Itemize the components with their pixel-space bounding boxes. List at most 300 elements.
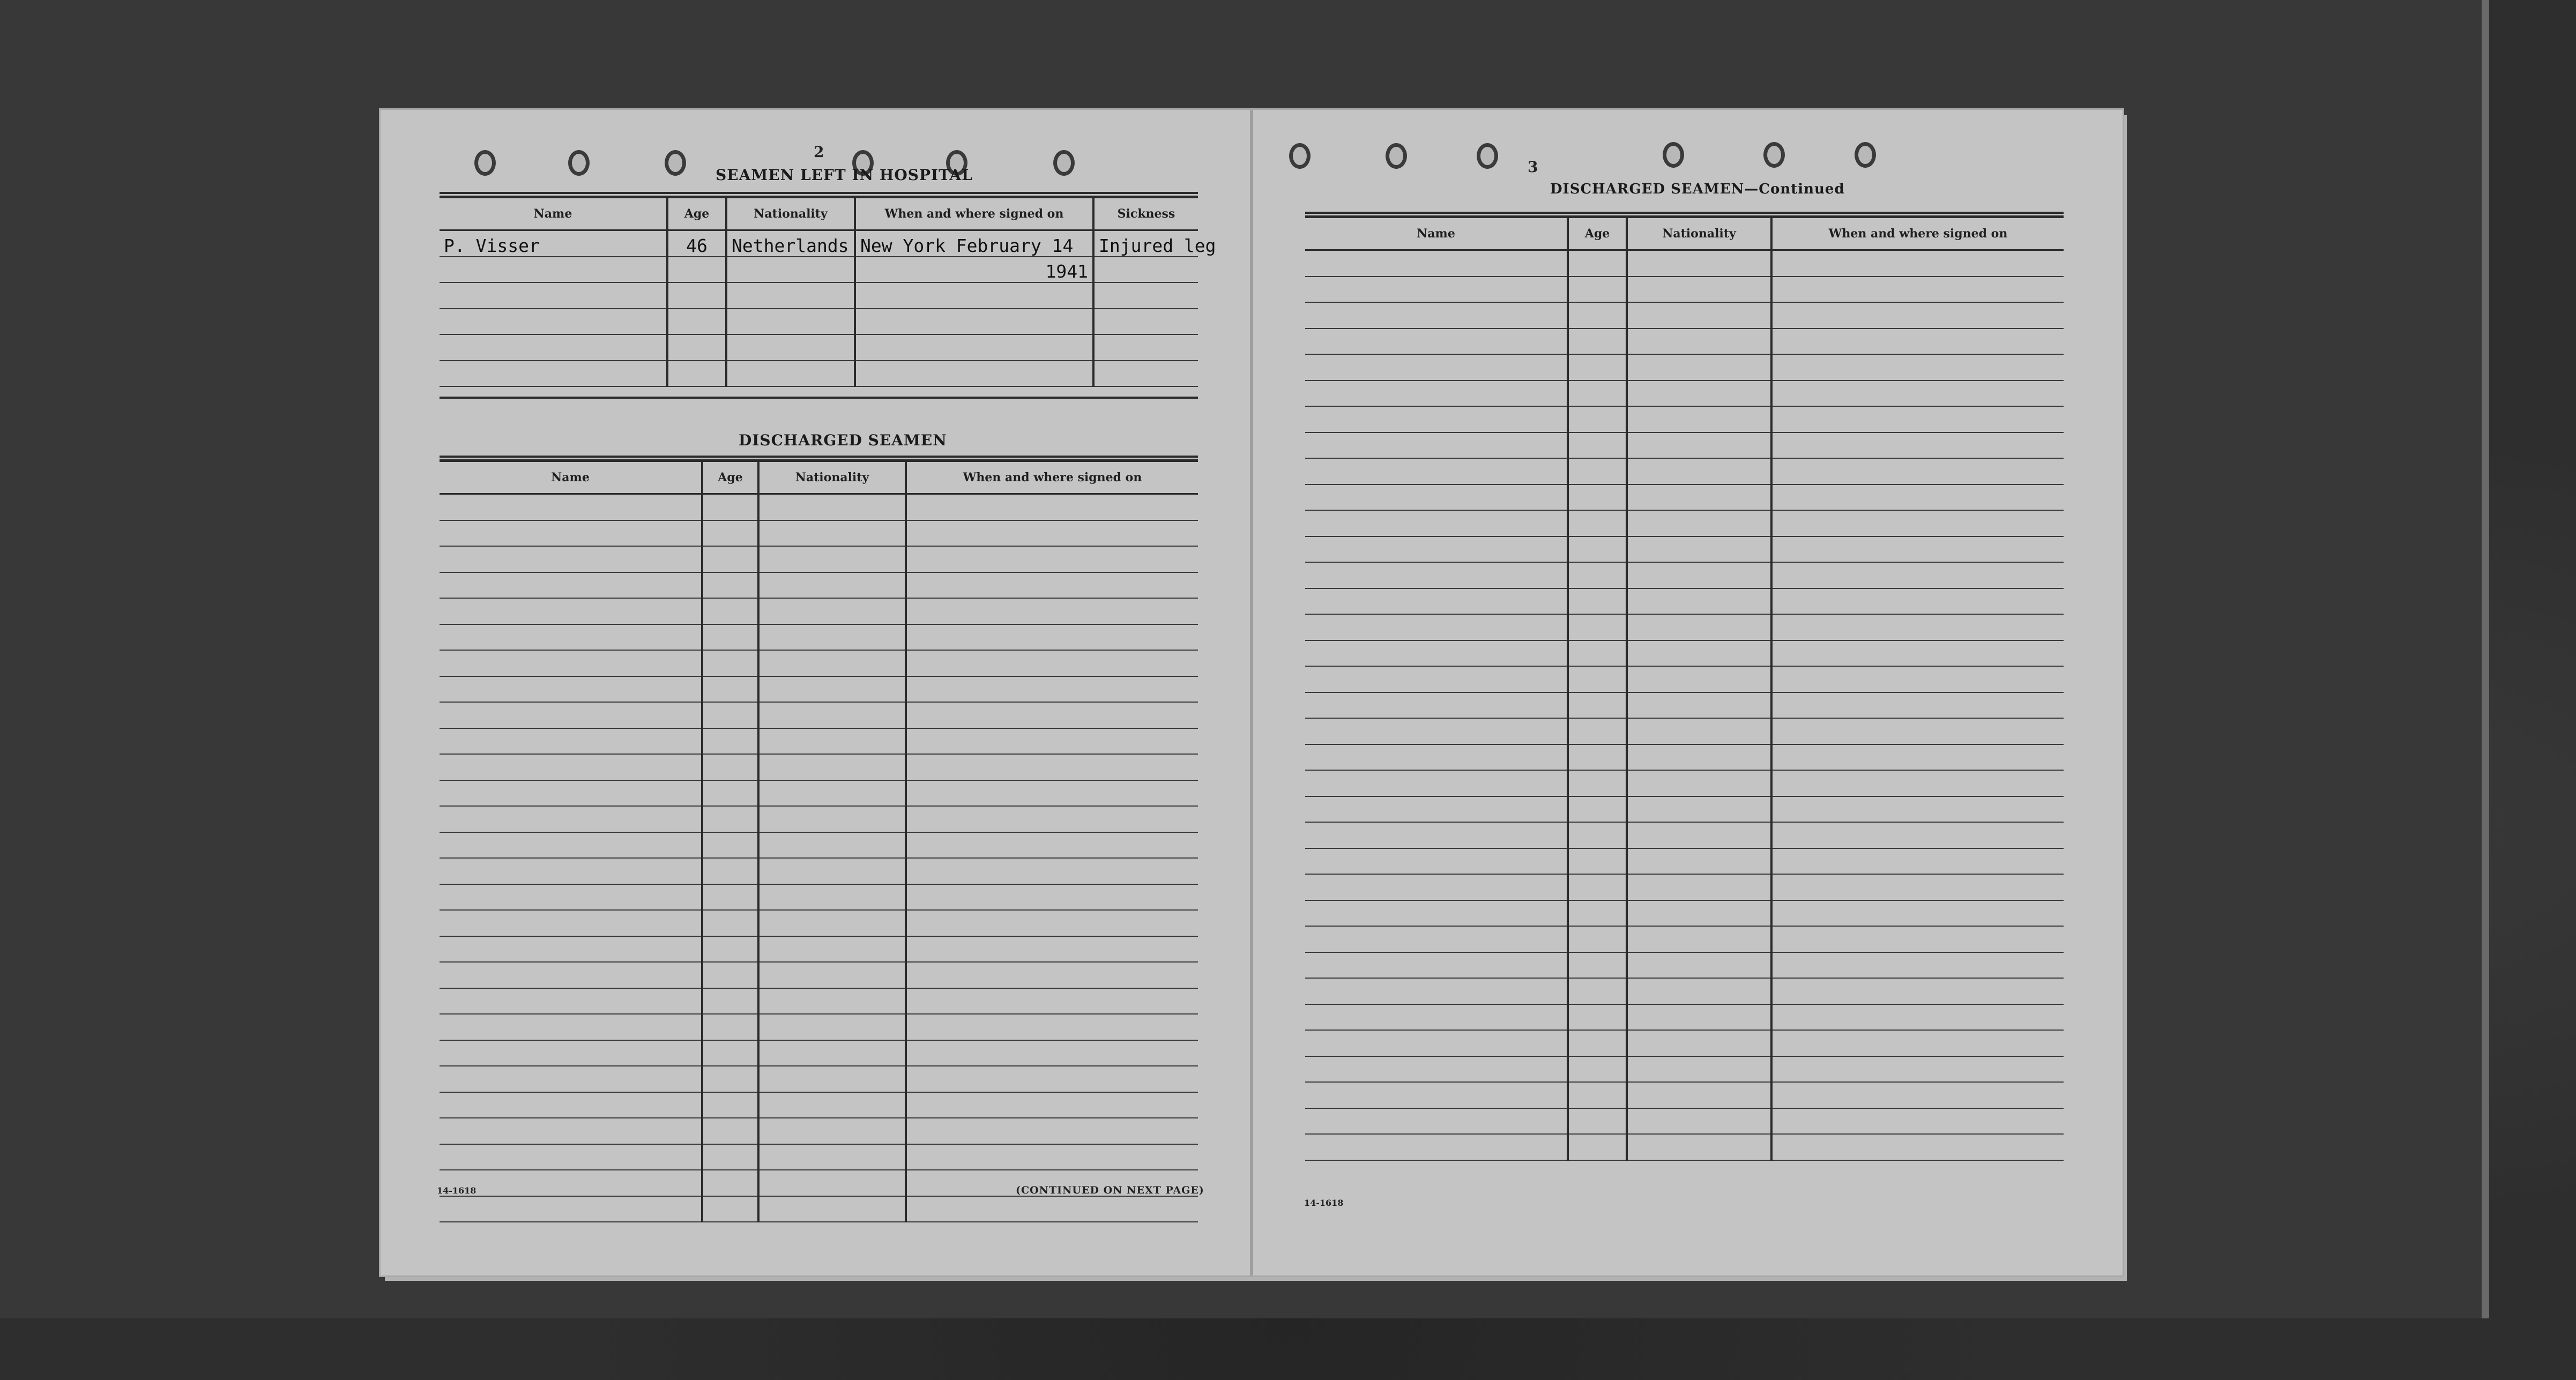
table-row (440, 1144, 1198, 1170)
ledger-cell (440, 546, 702, 572)
ledger-cell (1627, 329, 1771, 355)
hospital-table (440, 196, 1216, 387)
table-row (1305, 1004, 2064, 1031)
table-row (1305, 796, 2064, 823)
ledger-cell (1093, 309, 1198, 335)
ledger-cell (855, 361, 1093, 387)
ledger-cell (702, 1118, 758, 1144)
ledger-cell (702, 572, 758, 599)
ledger-cell (758, 1040, 906, 1066)
table-row (1305, 381, 2064, 407)
ledger-cell (702, 1014, 758, 1040)
table-row (1305, 1108, 2064, 1135)
ledger-cell (702, 1092, 758, 1118)
table-row (1305, 354, 2064, 381)
ledger-cell (1305, 329, 1568, 355)
ledger-cell (1771, 406, 2064, 432)
ledger-cell (1305, 822, 1568, 848)
ledger-cell (1627, 666, 1771, 692)
ledger-cell (702, 910, 758, 936)
ledger-cell (1568, 1134, 1627, 1160)
ledger-cell (906, 520, 1198, 547)
ledger-cell (1305, 900, 1568, 927)
table-row (1305, 250, 2064, 277)
table-row (1305, 484, 2064, 511)
binder-hole (1289, 143, 1311, 169)
ledger-cell (440, 676, 702, 703)
table-row (440, 910, 1198, 936)
table-row (440, 650, 1198, 676)
ledger-cell (906, 702, 1198, 728)
ledger-cell (702, 754, 758, 780)
left-page (381, 110, 1252, 1275)
ledger-cell (1771, 536, 2064, 563)
ledger-cell (667, 334, 726, 361)
ledger-cell (440, 962, 702, 988)
ledger-cell (1568, 848, 1627, 875)
column-header-signed-on: When and where signed on (1771, 217, 2064, 250)
ledger-cell (758, 1014, 906, 1040)
ledger-cell (1305, 640, 1568, 667)
ledger-cell (440, 624, 702, 651)
ledger-cell (758, 936, 906, 963)
ledger-cell (1305, 848, 1568, 875)
table-row (1305, 952, 2064, 979)
section-rule (440, 456, 1198, 458)
table-row (440, 754, 1198, 780)
ledger-cell (702, 1066, 758, 1092)
seaman-age: 46 (667, 230, 726, 257)
ledger-cell (702, 676, 758, 703)
table-row (1305, 562, 2064, 588)
ledger-cell (1627, 1056, 1771, 1083)
seaman-sickness: Injured leg (1093, 230, 1198, 257)
table-row (1305, 1030, 2064, 1056)
ledger-cell (1305, 406, 1568, 432)
ledger-cell (1627, 536, 1771, 563)
table-row (440, 988, 1198, 1015)
ledger-cell (855, 282, 1093, 309)
ledger-cell (440, 309, 667, 335)
ledger-cell (906, 676, 1198, 703)
ledger-cell (1627, 614, 1771, 640)
table-row (440, 1118, 1198, 1144)
ledger-cell (906, 962, 1198, 988)
ledger-cell (702, 650, 758, 676)
table-row (1305, 666, 2064, 692)
ledger-cell (758, 676, 906, 703)
ledger-cell (1305, 744, 1568, 771)
ledger-cell (1305, 614, 1568, 640)
ledger-cell (1627, 1134, 1771, 1160)
ledger-cell (1305, 510, 1568, 536)
ledger-cell (1771, 1082, 2064, 1108)
ledger-cell (702, 1040, 758, 1066)
table-row (440, 728, 1198, 755)
ledger-cell (1305, 588, 1568, 615)
table-row (440, 624, 1198, 651)
ledger-cell (758, 1092, 906, 1118)
ledger-cell (758, 754, 906, 780)
seaman-name: P. Visser (440, 230, 667, 257)
ledger-cell (1568, 744, 1627, 771)
column-header-nationality: Nationality (758, 461, 906, 494)
ledger-cell (1568, 250, 1627, 277)
ledger-cell (1305, 1108, 1568, 1135)
column-header-nationality: Nationality (726, 197, 855, 230)
ledger-cell (1771, 510, 2064, 536)
ledger-cell (1627, 1004, 1771, 1031)
table-row (440, 806, 1198, 832)
ledger-cell (1568, 978, 1627, 1004)
ledger-cell (906, 1118, 1198, 1144)
ledger-cell (758, 884, 906, 911)
ledger-cell (1568, 666, 1627, 692)
ledger-cell (855, 309, 1093, 335)
ledger-cell (1771, 484, 2064, 511)
ledger-cell (1568, 510, 1627, 536)
ledger-cell (1771, 458, 2064, 484)
ledger-cell (702, 988, 758, 1015)
table-row (440, 676, 1198, 703)
ledger-cell (702, 546, 758, 572)
table-row (1305, 692, 2064, 719)
ledger-cell (1627, 744, 1771, 771)
ledger-cell (702, 624, 758, 651)
page-number: 3 (1528, 158, 1538, 176)
ledger-cell (1305, 718, 1568, 744)
table-row (1305, 1134, 2064, 1160)
right-page (1252, 110, 2123, 1275)
ledger-cell (758, 624, 906, 651)
ledger-cell (758, 572, 906, 599)
ledger-cell (758, 962, 906, 988)
ledger-cell (906, 1092, 1198, 1118)
ledger-cell (1305, 926, 1568, 952)
ledger-cell (1305, 692, 1568, 719)
ledger-cell (1771, 354, 2064, 381)
ledger-cell (1771, 562, 2064, 588)
ledger-cell (440, 728, 702, 755)
ledger-cell (440, 936, 702, 963)
ledger-cell (758, 520, 906, 547)
table-row (440, 832, 1198, 859)
ledger-cell (758, 650, 906, 676)
table-row (440, 1066, 1198, 1092)
section-rule (1305, 212, 2064, 214)
ledger-cell (906, 884, 1198, 911)
ledger-cell (1305, 1004, 1568, 1031)
ledger-cell (440, 1118, 702, 1144)
ledger-cell (1771, 666, 2064, 692)
table-row (440, 572, 1198, 599)
ledger-cell (758, 728, 906, 755)
ledger-cell (758, 1118, 906, 1144)
table-row (1305, 822, 2064, 848)
ledger-cell (440, 494, 702, 520)
column-header-name: Name (440, 197, 667, 230)
ledger-cell (1305, 536, 1568, 563)
table-row (1305, 874, 2064, 900)
table-row (440, 546, 1198, 572)
ledger-cell (906, 1066, 1198, 1092)
ledger-cell (1627, 458, 1771, 484)
ledger-cell (1305, 1082, 1568, 1108)
column-header-sickness: Sickness (1093, 197, 1198, 230)
binder-hole (1386, 143, 1407, 169)
ledger-cell (1771, 848, 2064, 875)
column-header-signed-on: When and where signed on (906, 461, 1198, 494)
ledger-cell (726, 309, 855, 335)
table-row (440, 598, 1198, 624)
ledger-cell (1305, 432, 1568, 459)
ledger-cell (1568, 588, 1627, 615)
ledger-cell (1568, 926, 1627, 952)
ledger-cell (1627, 718, 1771, 744)
ledger-cell (1771, 952, 2064, 979)
ledger-cell (440, 884, 702, 911)
ledger-cell (1771, 250, 2064, 277)
ledger-cell (1568, 302, 1627, 329)
ledger-cell (1627, 796, 1771, 823)
ledger-cell (1627, 484, 1771, 511)
table-row (440, 1040, 1198, 1066)
ledger-cell (906, 598, 1198, 624)
ledger-cell (758, 832, 906, 859)
table-row (440, 936, 1198, 963)
ledger-cell (1627, 1030, 1771, 1056)
ledger-cell (1771, 692, 2064, 719)
ledger-cell (1305, 770, 1568, 796)
ledger-cell (855, 334, 1093, 361)
column-header-nationality: Nationality (1627, 217, 1771, 250)
ledger-cell (1627, 302, 1771, 329)
ledger-cell (1568, 822, 1627, 848)
ledger-cell (758, 858, 906, 884)
ledger-cell (1568, 614, 1627, 640)
page-number: 2 (814, 143, 824, 161)
table-row (440, 858, 1198, 884)
table-row (440, 361, 1198, 387)
column-header-age: Age (702, 461, 758, 494)
table-row (440, 257, 1198, 283)
binder-hole (665, 150, 686, 176)
ledger-cell (758, 1196, 906, 1222)
ledger-cell (1771, 822, 2064, 848)
ledger-cell (758, 1170, 906, 1196)
ledger-cell (1568, 484, 1627, 511)
ledger-cell (702, 936, 758, 963)
ledger-cell (1627, 848, 1771, 875)
table-row (1305, 588, 2064, 615)
ledger-cell (1568, 458, 1627, 484)
ledger-cell (1568, 432, 1627, 459)
table-row (440, 702, 1198, 728)
table-row (1305, 277, 2064, 303)
ledger-cell (758, 494, 906, 520)
continued-note: (CONTINUED ON NEXT PAGE) (1016, 1184, 1204, 1196)
column-header-signed-on: When and where signed on (855, 197, 1093, 230)
ledger-cell (1627, 692, 1771, 719)
ledger-cell (702, 962, 758, 988)
ledger-cell (440, 858, 702, 884)
table-row (1305, 458, 2064, 484)
ledger-cell (1771, 277, 2064, 303)
ledger-cell (1771, 640, 2064, 667)
ledger-cell (726, 361, 855, 387)
ledger-cell (906, 832, 1198, 859)
ledger-cell (906, 728, 1198, 755)
ledger-cell (1771, 329, 2064, 355)
ledger-cell (1093, 282, 1198, 309)
ledger-cell (758, 988, 906, 1015)
ledger-cell (906, 494, 1198, 520)
seaman-signed-on-year: 1941 (855, 257, 1093, 283)
ledger-cell (440, 702, 702, 728)
ledger-cell (1771, 874, 2064, 900)
ledger-cell (1568, 640, 1627, 667)
ledger-cell (1771, 302, 2064, 329)
ledger-cell (1627, 822, 1771, 848)
ledger-cell (1627, 1108, 1771, 1135)
ledger-cell (702, 598, 758, 624)
section-rule (440, 192, 1198, 194)
ledger-cell (1568, 1004, 1627, 1031)
ledger-cell (758, 910, 906, 936)
ledger-cell (440, 754, 702, 780)
table-row (440, 962, 1198, 988)
ledger-cell (1568, 354, 1627, 381)
ledger-cell (667, 361, 726, 387)
table-row (440, 1196, 1198, 1222)
ledger-cell (906, 936, 1198, 963)
ledger-cell (1627, 900, 1771, 927)
ledger-cell (702, 728, 758, 755)
table-row (440, 1014, 1198, 1040)
ledger-cell (1305, 1056, 1568, 1083)
ledger-cell (1568, 562, 1627, 588)
ledger-cell (1771, 770, 2064, 796)
ledger-cell (906, 754, 1198, 780)
ledger-cell (1568, 952, 1627, 979)
ledger-cell (702, 494, 758, 520)
ledger-cell (906, 1040, 1198, 1066)
ledger-cell (906, 650, 1198, 676)
ledger-cell (440, 598, 702, 624)
hospital-section-title: SEAMEN LEFT IN HOSPITAL (716, 166, 973, 184)
ledger-cell (1627, 1082, 1771, 1108)
ledger-cell (906, 780, 1198, 807)
ledger-cell (1568, 277, 1627, 303)
ledger-cell (1568, 874, 1627, 900)
ledger-cell (440, 572, 702, 599)
ledger-cell (702, 520, 758, 547)
ledger-cell (1305, 1134, 1568, 1160)
ledger-cell (1305, 796, 1568, 823)
table-row (1305, 744, 2064, 771)
ledger-cell (1568, 900, 1627, 927)
table-row (440, 334, 1198, 361)
table-row (1305, 640, 2064, 667)
ledger-cell (702, 1196, 758, 1222)
discharged-continued-table (1305, 215, 2064, 1161)
ledger-cell (440, 832, 702, 859)
ledger-cell (440, 988, 702, 1015)
binder-hole (1855, 142, 1876, 168)
ledger-cell (1627, 926, 1771, 952)
table-row (1305, 302, 2064, 329)
binder-hole (474, 150, 496, 176)
ledger-cell (758, 780, 906, 807)
binder-hole (1053, 150, 1075, 176)
ledger-cell (726, 334, 855, 361)
table-row (1305, 900, 2064, 927)
ledger-cell (1627, 354, 1771, 381)
ledger-cell (1568, 770, 1627, 796)
ledger-cell (440, 334, 667, 361)
table-row (1305, 329, 2064, 355)
ledger-cell (1568, 381, 1627, 407)
ledger-cell (1568, 1030, 1627, 1056)
ledger-cell (1568, 796, 1627, 823)
ledger-cell (440, 1170, 702, 1196)
table-row (1305, 848, 2064, 875)
ledger-cell (1093, 361, 1198, 387)
ledger-cell (1627, 640, 1771, 667)
ledger-cell (1568, 406, 1627, 432)
table-row (1305, 406, 2064, 432)
table-row (1305, 926, 2064, 952)
ledger-cell (1627, 978, 1771, 1004)
form-number: 14-1618 (1304, 1198, 1344, 1208)
ledger-cell (1627, 250, 1771, 277)
ledger-cell (1627, 770, 1771, 796)
ledger-cell (726, 282, 855, 309)
ledger-cell (906, 1196, 1198, 1222)
ledger-cell (1771, 744, 2064, 771)
ledger-cell (1627, 874, 1771, 900)
ledger-cell (1305, 484, 1568, 511)
binder-hole (1477, 143, 1498, 169)
ledger-cell (906, 858, 1198, 884)
ledger-cell (906, 988, 1198, 1015)
ledger-cell (1771, 588, 2064, 615)
ledger-cell (906, 546, 1198, 572)
ledger-cell (758, 598, 906, 624)
ledger-cell (1771, 900, 2064, 927)
ledger-cell (1627, 406, 1771, 432)
ledger-cell (1627, 588, 1771, 615)
seaman-signed-on: New York February 14 (855, 230, 1093, 257)
ledger-cell (758, 1066, 906, 1092)
ledger-cell (440, 1144, 702, 1170)
ledger-cell (1627, 510, 1771, 536)
ledger-cell (440, 650, 702, 676)
ledger-cell (906, 1014, 1198, 1040)
seaman-nationality: Netherlands (726, 230, 855, 257)
ledger-cell (758, 546, 906, 572)
table-row (440, 494, 1198, 520)
discharged-table (440, 459, 1198, 1222)
ledger-cell (1771, 926, 2064, 952)
table-row (1305, 614, 2064, 640)
ledger-cell (1305, 1030, 1568, 1056)
ledger-cell (702, 780, 758, 807)
table-row (440, 780, 1198, 807)
ledger-cell (1568, 718, 1627, 744)
ledger-cell (1771, 1056, 2064, 1083)
table-row (440, 520, 1198, 547)
